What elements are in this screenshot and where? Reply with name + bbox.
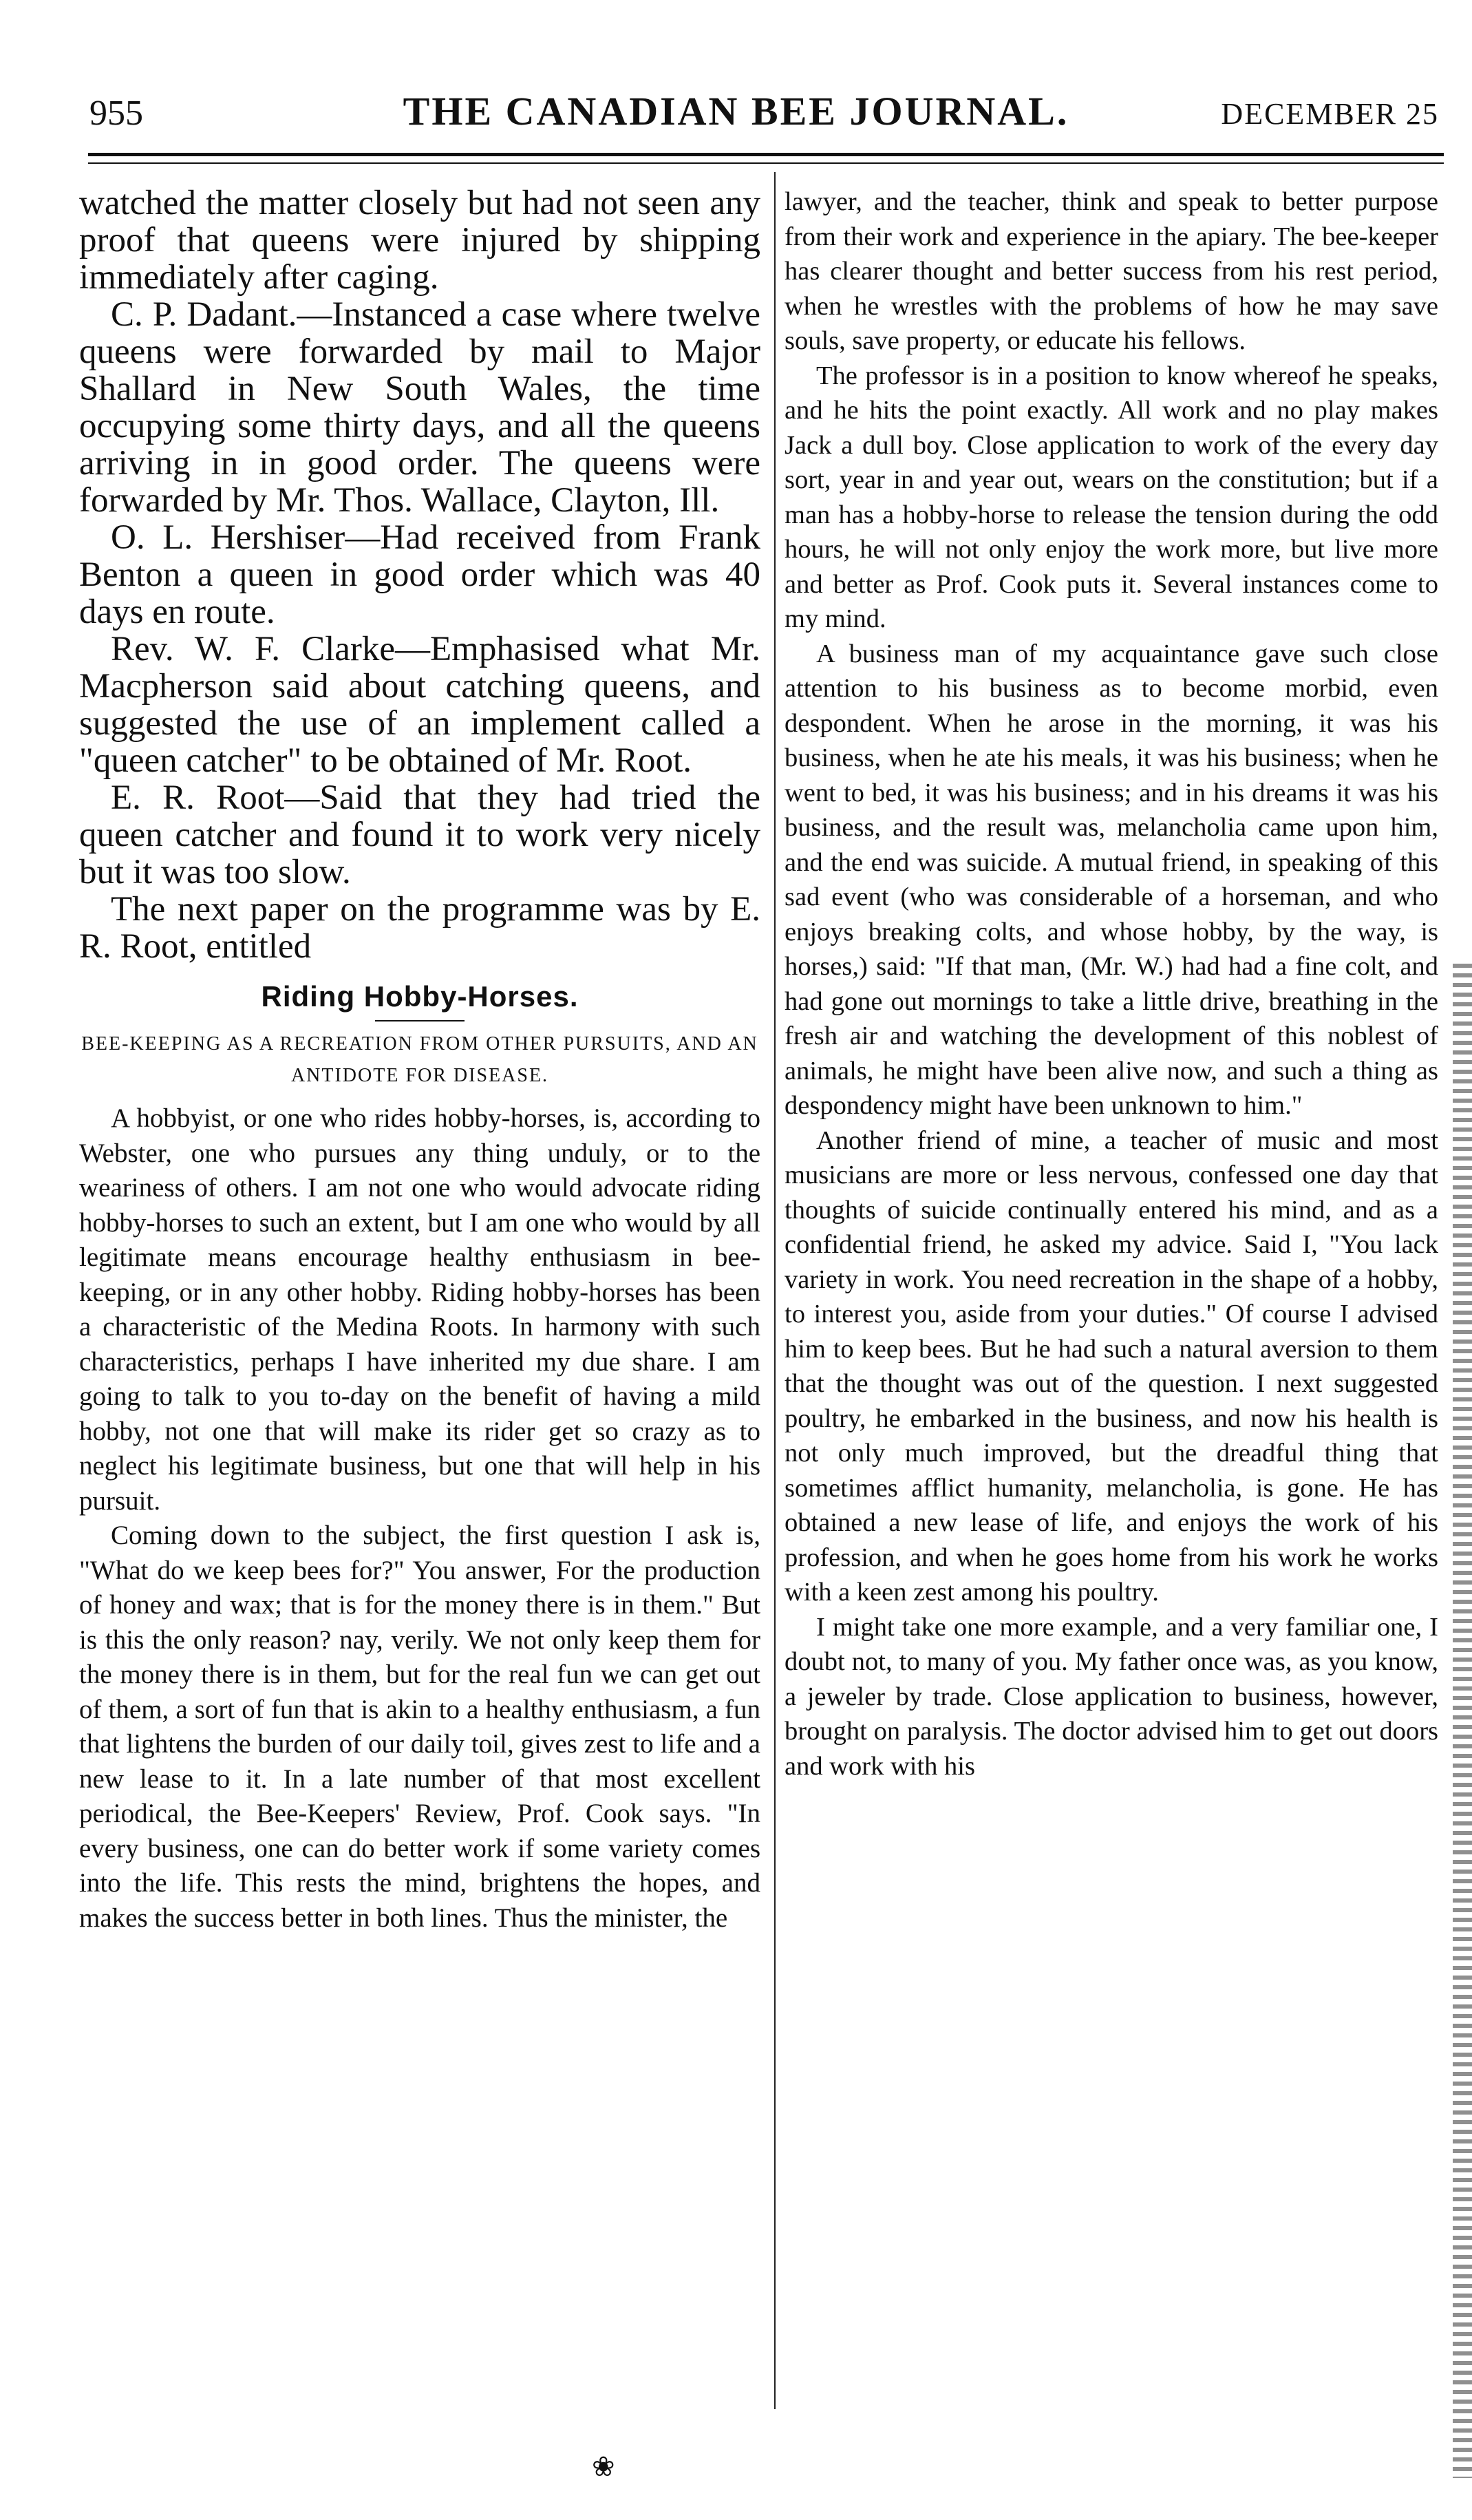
left-column: [79, 184, 760, 1936]
paragraph: I might take one more example, and a very familiar one, I doubt not, to many of you. My father once was, as you know, a jeweler by trade. Close application to business, however, brought on paralysis. The doctor advised him to get out doors and work with his: [785, 1612, 1438, 1781]
right-column: [785, 184, 1438, 1783]
paragraph: E. R. Root—Said that they had tried the queen catcher and found it to work very nicely but it was too slow.: [79, 779, 760, 891]
header-rule-thick: [88, 153, 1444, 156]
paragraph: Rev. W. F. Clarke—Emphasised what Mr. Macpherson said about catching queens, and suggested the use of an implement called a "queen catcher" to be obtained of Mr. Root.: [79, 630, 760, 780]
column-divider: [774, 172, 776, 2409]
paragraph: lawyer, and the teacher, think and speak to better purpose from their work and experience in the apiary. The bee-keeper has clearer thought and better success from his rest period, when he wrestles with the problems of how he may save souls, save property, or educate his fellows.: [785, 187, 1438, 355]
paragraph: The professor is in a position to know whereof he speaks, and he hits the point exactly. All work and no play makes Jack a dull boy. Close application to work of the every day sort, year in and year out, wears on the constitution; but if a man has a hobby-horse to release the tension during the odd hours, he will not only enjoy the work more, but live more and better as Prof. Cook puts it. Several instances come to my mind.: [785, 361, 1438, 633]
flower-ornament-icon: ❀: [592, 2451, 615, 2482]
page-number: 955: [89, 94, 143, 133]
paragraph: A hobbyist, or one who rides hobby-horses, is, according to Webster, one who pursues any thing unduly, or to the weariness of others. I am not one who would advocate riding hobby-horses to such an extent, but I am one who would by all legitimate means encourage healthy enthusiasm in bee-keeping, or in any other hobby. Riding hobby-horses has been a characteristic of the Medina Roots. In harmony with such characteristics, perhaps I have inherited my due share. I am going to talk to you to-day on the benefit of having a mild hobby, not one that will make its rider get so crazy as to neglect his legitimate business, but one that will help in his pursuit.: [79, 1103, 760, 1516]
paragraph: C. P. Dadant.—Instanced a case where twelve queens were forwarded by mail to Major Shallard in New South Wales, the time occupying some thirty days, and all the queens arriving in in good order. The queens were forwarded by Mr. Thos. Wallace, Clayton, Ill.: [79, 295, 760, 520]
article-subtitle: BEE-KEEPING AS A RECREATION FROM OTHER PURSUITS, AND AN ANTIDOTE FOR DISEASE.: [81, 1033, 758, 1086]
discussion-section: [79, 184, 760, 965]
journal-title: THE CANADIAN BEE JOURNAL.: [403, 89, 1069, 134]
header-rule-thin: [88, 162, 1444, 164]
paragraph: A business man of my acquaintance gave such close attention to his business as to become morbid, even despondent. When he arose in the morning, it was his business, when he ate his meals, it was his business; when he went to bed, it was his business; and in his dreams it was his business, and the result was, melancholia came upon him, and the end was suicide. A mutual friend, in speaking of this sad event (who was considerable of a horseman, and who enjoys breaking colts, and whose hobby, by the way, is horses,) said: "If that man, (Mr. W.) had had a fine colt, and had gone out mornings to take a little drive, breathing in the fresh air and watching the development of this noblest of animals, he might have been alive now, and such a thing as despondency might have been unknown to him.": [785, 639, 1438, 1120]
issue-date: DECEMBER 25: [1221, 97, 1439, 131]
paragraph: watched the matter closely but had not seen any proof that queens were injured by shipping immediately after caging.: [79, 184, 760, 297]
paragraph: Coming down to the subject, the first question I ask is, "What do we keep bees for?" You answer, For the production of honey and wax; that is for the money there is in them." But is this the only reason? nay, verily. We not only keep them for the money there is in them, but for the real fun we can get out of them, a sort of fun that is akin to a healthy enthusiasm, a fun that lightens the burden of our daily toil, gives zest to life and a new lease to it. In a late number of that most excellent periodical, the Bee-Keepers' Review, Prof. Cook says. "In every business, one can do better work if some variety comes into the life. This rests the mind, brightens the hopes, and makes the success better in both lines. Thus the minister, the: [79, 1521, 760, 1933]
scan-edge-artifact: [1453, 964, 1472, 2478]
paragraph: O. L. Hershiser—Had received from Frank Benton a queen in good order which was 40 days en route.: [79, 518, 760, 631]
title-rule: [375, 1020, 465, 1021]
paragraph: The next paper on the programme was by E. R. Root, entitled: [79, 890, 760, 966]
article-title: Riding Hobby-Horses.: [261, 980, 579, 1013]
article-body-left: [79, 1101, 760, 1936]
paragraph: Another friend of mine, a teacher of music and most musicians are more or less nervous, confessed one day that thoughts of suicide continually entered his mind, and as a confidential friend, he asked my advice. Said I, "You lack variety in work. You need recreation in the shape of a hobby, to interest you, aside from your duties." Of course I advised him to keep bees. But he had such a natural aversion to them that the thought was out of the question. I next suggested poultry, he embarked in the business, and now his health is not only much improved, but the dreadful thing that sometimes afflict humanity, melancholia, is gone. He has obtained a new lease of life, and enjoys the work of his profession, and when he goes home from his work he works with a keen zest among his poultry.: [785, 1125, 1438, 1607]
